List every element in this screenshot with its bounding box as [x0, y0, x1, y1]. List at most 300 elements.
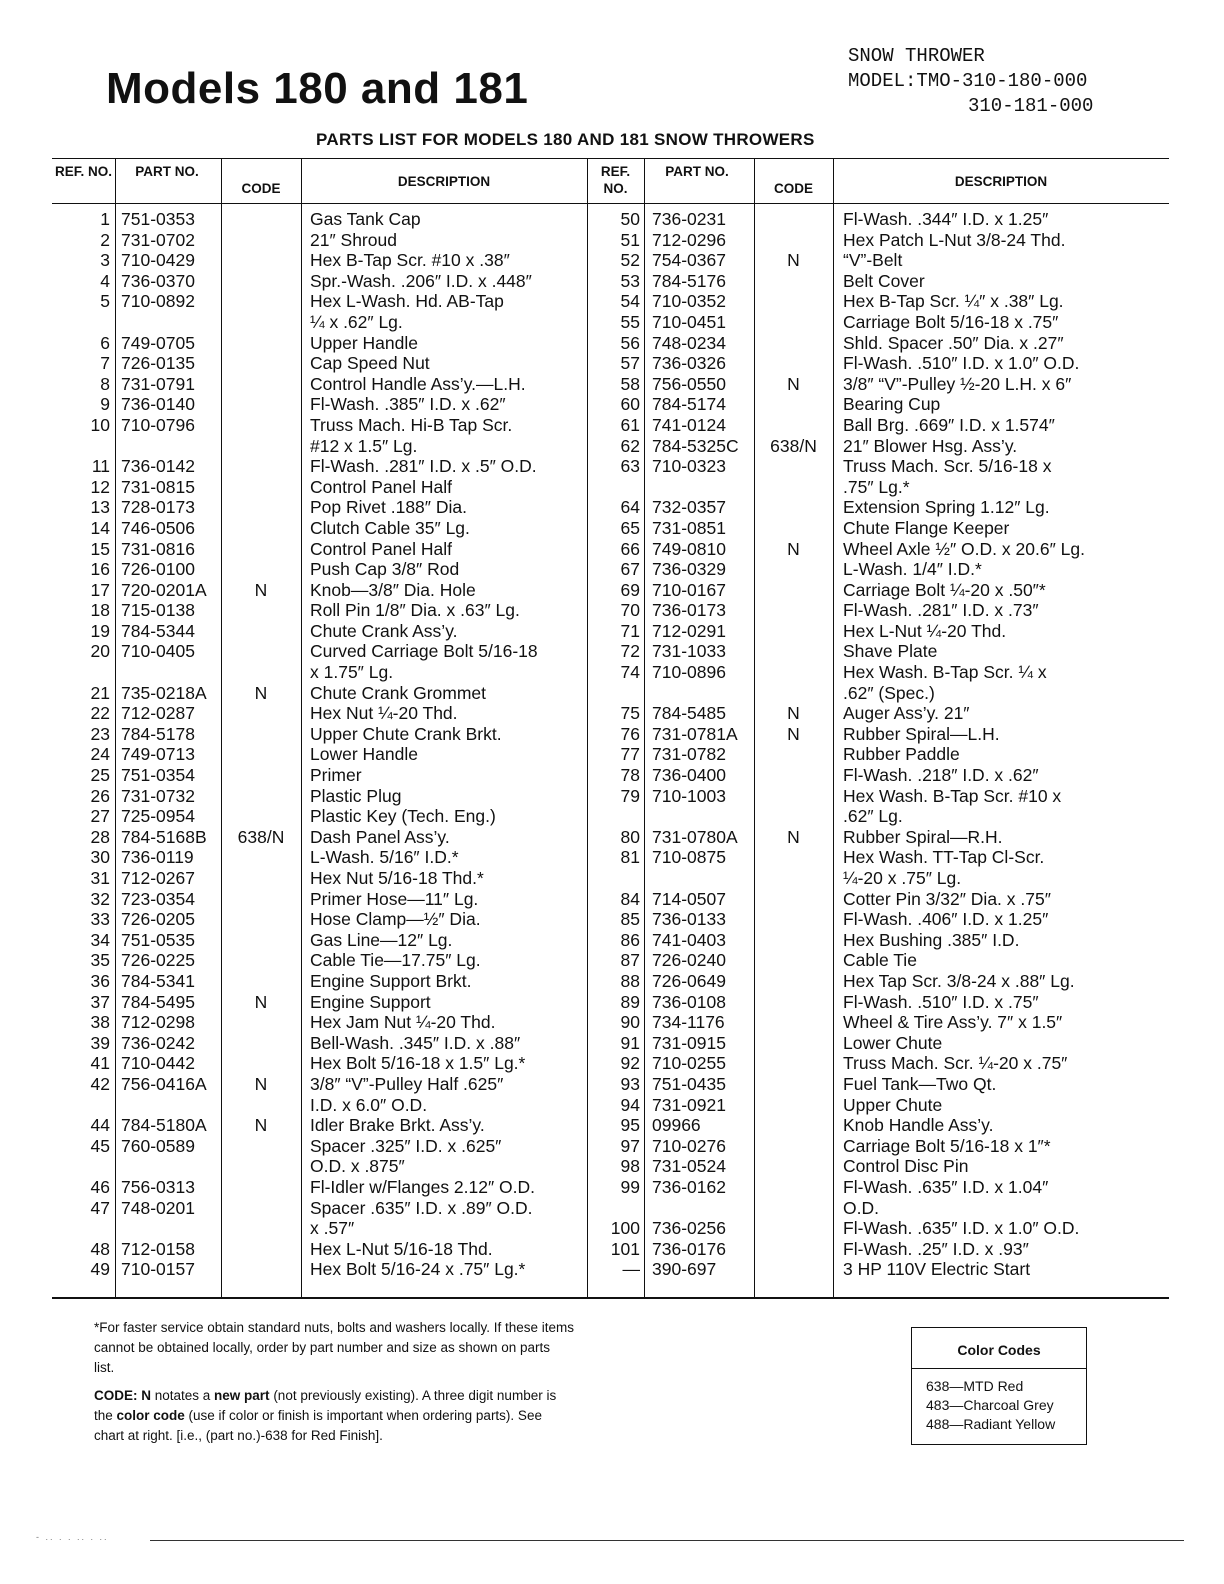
ref-number: 36 [90, 970, 110, 991]
part-code: N [254, 682, 268, 703]
part-description: Ball Brg. .669″ I.D. x 1.574″ [843, 414, 1055, 435]
part-description: x .57″ [310, 1218, 355, 1239]
right-parts-list [588, 209, 1168, 1280]
part-description: Push Cap 3/8″ Rod [310, 559, 460, 580]
part-number: 784-5485 [652, 703, 726, 724]
table-row [52, 703, 587, 724]
part-number: 726-0240 [652, 950, 726, 971]
part-number: 748-0201 [121, 1197, 195, 1218]
table-row [52, 992, 587, 1013]
table-row [588, 333, 1168, 354]
part-description: Curved Carriage Bolt 5/16-18 [310, 641, 538, 662]
table-row [588, 1198, 1168, 1219]
part-description: Rubber Spiral—R.H. [843, 826, 1003, 847]
ref-number: 39 [90, 1032, 110, 1053]
ref-number: 74 [620, 662, 640, 683]
table-row [588, 683, 1168, 704]
part-description: Primer Hose—11″ Lg. [310, 888, 479, 909]
table-row [588, 641, 1168, 662]
part-number: 712-0296 [652, 229, 726, 250]
table-row [52, 641, 587, 662]
ref-number: 100 [610, 1218, 640, 1239]
code-text-3: (use if color or finish is important when ordering parts). See chart at right. [i.e., (part no.)-638 for Red Finish]. [94, 1408, 542, 1443]
part-description: .62″ (Spec.) [843, 682, 935, 703]
ref-number: 79 [620, 785, 640, 806]
part-number: 736-0326 [652, 353, 726, 374]
ref-number: 6 [100, 332, 110, 353]
part-number: 728-0173 [121, 497, 195, 518]
ref-number: 64 [620, 497, 640, 518]
ref-number: 27 [90, 806, 110, 827]
part-description: Chute Crank Grommet [310, 682, 487, 703]
part-description: Gas Tank Cap [310, 209, 421, 229]
part-number: 710-0255 [652, 1053, 726, 1074]
part-number: 784-5180A [121, 1115, 207, 1136]
part-description: Hex Jam Nut ¼-20 Thd. [310, 1012, 496, 1033]
ref-number: 88 [620, 970, 640, 991]
part-description: Fl-Wash. .344″ I.D. x 1.25″ [843, 209, 1049, 229]
part-number: 710-0796 [121, 414, 195, 435]
part-description: #12 x 1.5″ Lg. [310, 435, 418, 456]
table-row [52, 971, 587, 992]
part-description: Cotter Pin 3/32″ Dia. x .75″ [843, 888, 1051, 909]
ref-number: 86 [620, 929, 640, 950]
table-row [588, 436, 1168, 457]
ref-number: 97 [620, 1135, 640, 1156]
part-description: Hex Nut 5/16-18 Thd.* [310, 868, 484, 888]
part-description: Chute Flange Keeper [843, 517, 1010, 538]
ref-number: 7 [100, 353, 110, 374]
table-row [52, 1177, 587, 1198]
part-description: Bell-Wash. .345″ I.D. x .88″ [310, 1032, 521, 1053]
part-description: Lower Chute [843, 1032, 943, 1053]
part-number: 712-0291 [652, 620, 726, 641]
part-description: L-Wash. 1/4″ I.D.* [843, 559, 982, 580]
table-row [588, 580, 1168, 601]
table-row [588, 539, 1168, 560]
part-number: 731-0921 [652, 1094, 726, 1115]
part-number: 736-0162 [652, 1176, 726, 1197]
header-desc-right: DESCRIPTION [954, 174, 1048, 189]
ref-number: 70 [620, 600, 640, 621]
part-description: Roll Pin 1/8″ Dia. x .63″ Lg. [310, 600, 520, 621]
part-description: Hex Bushing .385″ I.D. [843, 929, 1020, 950]
part-number: 726-0225 [121, 950, 195, 971]
part-description: Engine Support Brkt. [310, 970, 472, 991]
part-number: 736-0133 [652, 909, 726, 930]
part-description: “V”-Belt [843, 250, 903, 271]
table-row [52, 1033, 587, 1054]
part-description: Fl-Wash. .281″ I.D. x .73″ [843, 600, 1039, 621]
ref-number: 2 [100, 229, 110, 250]
table-row [52, 930, 587, 951]
table-row [588, 1259, 1168, 1280]
part-number: 725-0954 [121, 806, 195, 827]
part-description: Dash Panel Ass’y. [310, 826, 450, 847]
ref-number: 93 [620, 1073, 640, 1094]
part-number: 784-5495 [121, 991, 195, 1012]
part-description: Control Panel Half [310, 476, 453, 497]
part-number: 736-0242 [121, 1032, 195, 1053]
part-description: 21″ Blower Hsg. Ass’y. [843, 435, 1018, 456]
ref-number: 30 [90, 847, 110, 868]
table-row [588, 868, 1168, 889]
ref-number: 62 [620, 435, 640, 456]
part-number: 736-0140 [121, 394, 195, 415]
ref-number: 42 [90, 1073, 110, 1094]
ref-number: 66 [620, 538, 640, 559]
part-number: 751-0353 [121, 209, 195, 229]
table-row [52, 456, 587, 477]
table-row [588, 1239, 1168, 1260]
part-code: N [787, 826, 800, 847]
part-description: Auger Ass’y. 21″ [843, 703, 970, 724]
part-code: N [254, 1073, 268, 1094]
part-description: Spr.-Wash. .206″ I.D. x .448″ [310, 270, 532, 291]
table-row [588, 1053, 1168, 1074]
part-description: O.D. x .875″ [310, 1156, 405, 1177]
table-row [588, 600, 1168, 621]
part-number: 751-0435 [652, 1073, 726, 1094]
part-number: 731-0780A [652, 826, 738, 847]
table-row [52, 1012, 587, 1033]
table-row [588, 230, 1168, 251]
part-number: 723-0354 [121, 888, 195, 909]
part-number: 726-0205 [121, 909, 195, 930]
table-row [588, 621, 1168, 642]
ref-number: 24 [90, 744, 110, 765]
table-row [588, 559, 1168, 580]
code-label: CODE: N [94, 1388, 151, 1403]
table-row [52, 497, 587, 518]
table-row [52, 1095, 587, 1116]
table-row [52, 250, 587, 271]
ref-number: 58 [620, 373, 640, 394]
ref-number: 53 [620, 270, 640, 291]
table-row [52, 271, 587, 292]
table-row [52, 1136, 587, 1157]
part-description: Chute Crank Ass’y. [310, 620, 458, 641]
page-title: Models 180 and 181 [106, 64, 529, 113]
part-description: Fuel Tank—Two Qt. [843, 1073, 997, 1094]
table-row [588, 1156, 1168, 1177]
part-description: Primer [310, 765, 362, 786]
part-description: Truss Mach. Scr. 5/16-18 x [843, 456, 1052, 477]
ref-number: 8 [100, 373, 110, 394]
part-description: 3 HP 110V Electric Start [843, 1259, 1031, 1280]
ref-number: 15 [90, 538, 110, 559]
ref-number: 12 [90, 476, 110, 497]
part-number: 736-0119 [121, 847, 194, 868]
part-description: Hex Bolt 5/16-18 x 1.5″ Lg.* [310, 1053, 526, 1074]
part-description: Rubber Spiral—L.H. [843, 723, 1000, 744]
part-number: 726-0100 [121, 559, 195, 580]
table-row [52, 600, 587, 621]
ref-number: 56 [620, 332, 640, 353]
part-number: 731-0702 [121, 229, 195, 250]
part-description: Hex Bolt 5/16-24 x .75″ Lg.* [310, 1259, 526, 1280]
table-row [588, 291, 1168, 312]
part-code: N [787, 723, 800, 744]
table-row [588, 1136, 1168, 1157]
ref-number: 65 [620, 517, 640, 538]
part-description: Fl-Wash. .635″ I.D. x 1.04″ [843, 1176, 1049, 1197]
table-row [588, 806, 1168, 827]
part-number: 710-0892 [121, 291, 195, 312]
table-row [52, 477, 587, 498]
table-row [52, 1074, 587, 1095]
ref-number: 19 [90, 620, 110, 641]
code-note [94, 1386, 574, 1446]
part-code: N [254, 991, 268, 1012]
part-number: 784-5344 [121, 620, 195, 641]
part-code: 638/N [237, 826, 285, 847]
table-row [588, 415, 1168, 436]
table-row [52, 394, 587, 415]
part-description: Carriage Bolt 5/16-18 x 1″* [843, 1135, 1051, 1156]
color-codes-title: Color Codes [912, 1328, 1086, 1369]
part-description: Spacer .325″ I.D. x .625″ [310, 1135, 502, 1156]
ref-number: 57 [620, 353, 640, 374]
header-desc-left: DESCRIPTION [397, 174, 491, 189]
ref-number: 31 [90, 868, 110, 888]
part-description: I.D. x 6.0″ O.D. [310, 1094, 428, 1115]
table-row [588, 1218, 1168, 1239]
ref-number: 44 [90, 1115, 110, 1136]
part-number: 749-0810 [652, 538, 726, 559]
part-number: 731-0781A [652, 723, 738, 744]
ref-number: 84 [620, 888, 640, 909]
part-number: 09966 [652, 1115, 701, 1136]
table-row [588, 992, 1168, 1013]
part-number: 751-0535 [121, 929, 195, 950]
table-row [588, 312, 1168, 333]
table-row [52, 1198, 587, 1219]
ref-number: 16 [90, 559, 110, 580]
part-description: Cable Tie—17.75″ Lg. [310, 950, 481, 971]
part-description: Upper Chute [843, 1094, 943, 1115]
part-description: Lower Handle [310, 744, 418, 765]
color-code-item: 488—Radiant Yellow [926, 1416, 1056, 1432]
table-row [52, 353, 587, 374]
ref-number: 13 [90, 497, 110, 518]
table-row [588, 971, 1168, 992]
parts-list-subtitle: PARTS LIST FOR MODELS 180 AND 181 SNOW THROWERS [316, 130, 815, 149]
part-description: ¼ x .62″ Lg. [310, 311, 403, 332]
part-description: Fl-Wash. .406″ I.D. x 1.25″ [843, 909, 1049, 930]
part-number: 736-0400 [652, 765, 726, 786]
table-row [52, 1053, 587, 1074]
part-description: Upper Chute Crank Brkt. [310, 723, 502, 744]
part-number: 726-0649 [652, 970, 726, 991]
ref-number: 11 [91, 456, 110, 477]
part-description: Gas Line—12″ Lg. [310, 929, 453, 950]
ref-number: 91 [620, 1032, 640, 1053]
table-row [52, 1259, 587, 1280]
code-text-1: notates a [151, 1388, 215, 1403]
table-row [588, 394, 1168, 415]
table-row [52, 580, 587, 601]
part-description: Wheel & Tire Ass’y. 7″ x 1.5″ [843, 1012, 1063, 1033]
table-row [52, 683, 587, 704]
part-number: 710-0451 [652, 311, 726, 332]
part-number: 736-0231 [652, 209, 726, 229]
ref-number: 46 [90, 1176, 110, 1197]
part-number: 731-1033 [652, 641, 726, 662]
table-row [52, 559, 587, 580]
table-row [52, 539, 587, 560]
header-ref-left: REF. NO. [54, 164, 112, 179]
table-row [52, 1115, 587, 1136]
table-row [52, 333, 587, 354]
color-code-item: 638—MTD Red [926, 1378, 1024, 1394]
header-code-left: CODE [241, 181, 281, 196]
part-description: Hose Clamp—½″ Dia. [310, 909, 481, 930]
part-number: 754-0367 [652, 250, 726, 271]
table-row [588, 827, 1168, 848]
ref-number: 76 [620, 723, 640, 744]
header-part-right: PART NO. [665, 164, 729, 179]
part-description: Wheel Axle ½″ O.D. x 20.6″ Lg. [843, 538, 1085, 559]
part-number: 735-0218A [121, 682, 207, 703]
part-description: Cable Tie [843, 950, 917, 971]
table-row [588, 1177, 1168, 1198]
ref-number: 3 [100, 250, 110, 271]
ref-number: 85 [620, 909, 640, 930]
table-row [588, 209, 1168, 230]
part-number: 710-0157 [121, 1259, 195, 1280]
table-row [588, 786, 1168, 807]
part-description: Hex L-Wash. Hd. AB-Tap [310, 291, 504, 312]
table-row [588, 744, 1168, 765]
part-description: ¼-20 x .75″ Lg. [843, 868, 962, 888]
part-description: Engine Support [310, 991, 431, 1012]
part-number: 710-0276 [652, 1135, 726, 1156]
part-description: Fl-Wash. .510″ I.D. x .75″ [843, 991, 1039, 1012]
part-description: Shld. Spacer .50″ Dia. x .27″ [843, 332, 1064, 353]
part-number: 749-0713 [121, 744, 195, 765]
ref-number: 23 [90, 723, 110, 744]
table-row [588, 250, 1168, 271]
table-row [588, 1012, 1168, 1033]
part-number: 748-0234 [652, 332, 726, 353]
fastener-note: *For faster service obtain standard nuts, bolts and washers locally. If these items cannot be obtained locally, order by part number and size as shown on parts list. [94, 1320, 574, 1375]
part-description: 3/8″ “V”-Pulley Half .625″ [310, 1073, 504, 1094]
color-code-item: 483—Charcoal Grey [926, 1397, 1054, 1413]
table-row [52, 415, 587, 436]
part-description: Hex Wash. TT-Tap Cl-Scr. [843, 847, 1045, 868]
part-number: 731-0791 [121, 373, 195, 394]
part-number: 726-0135 [121, 353, 195, 374]
part-number: 746-0506 [121, 517, 195, 538]
part-description: Cap Speed Nut [310, 353, 430, 374]
table-row [52, 662, 587, 683]
part-number: 731-0524 [652, 1156, 726, 1177]
part-number: 741-0403 [652, 929, 726, 950]
part-description: Extension Spring 1.12″ Lg. [843, 497, 1050, 518]
part-number: 731-0915 [652, 1032, 726, 1053]
header-code-right: CODE [773, 181, 813, 196]
ref-number: 33 [90, 909, 110, 930]
ref-number: 18 [90, 600, 110, 621]
part-number: 756-0313 [121, 1176, 195, 1197]
header-ref-right: REF. NO. [600, 164, 631, 196]
part-code: N [787, 373, 800, 394]
ref-number: 20 [90, 641, 110, 662]
part-number: 712-0158 [121, 1238, 195, 1259]
table-row [588, 271, 1168, 292]
part-description: Carriage Bolt ¼-20 x .50″* [843, 579, 1046, 600]
table-row [588, 889, 1168, 910]
part-code: N [787, 250, 800, 271]
part-number: 736-0329 [652, 559, 726, 580]
color-codes-box [911, 1327, 1087, 1445]
ref-number: 99 [620, 1176, 640, 1197]
part-description: Idler Brake Brkt. Ass’y. [310, 1115, 485, 1136]
part-number: 731-0815 [121, 476, 195, 497]
part-description: Belt Cover [843, 270, 925, 291]
part-number: 715-0138 [121, 600, 195, 621]
ref-number: 81 [620, 847, 640, 868]
table-row [52, 950, 587, 971]
model-line-1: SNOW THROWER [848, 45, 985, 67]
part-description: Fl-Wash. .281″ I.D. x .5″ O.D. [310, 456, 537, 477]
part-code: N [787, 538, 800, 559]
table-row [588, 703, 1168, 724]
part-number: 756-0416A [121, 1073, 207, 1094]
ref-number: 63 [620, 456, 640, 477]
color-codes-list [912, 1369, 1086, 1434]
table-row [52, 909, 587, 930]
ref-number: 14 [90, 517, 110, 538]
part-number: 710-0352 [652, 291, 726, 312]
table-row [588, 847, 1168, 868]
left-parts-list [52, 209, 587, 1280]
part-description: Knob—3/8″ Dia. Hole [310, 579, 476, 600]
part-number: 732-0357 [652, 497, 726, 518]
table-row [52, 436, 587, 457]
table-row [52, 786, 587, 807]
table-row [52, 1218, 587, 1239]
header-divider [52, 203, 1169, 204]
table-row [52, 209, 587, 230]
ref-number: 95 [620, 1115, 640, 1136]
ref-number: 45 [90, 1135, 110, 1156]
table-row [52, 1156, 587, 1177]
ref-number: 92 [620, 1053, 640, 1074]
table-row [588, 456, 1168, 477]
ref-number: 41 [90, 1053, 110, 1074]
table-row [52, 1239, 587, 1260]
ref-number: 37 [90, 991, 110, 1012]
part-description: Clutch Cable 35″ Lg. [310, 517, 470, 538]
part-number: 784-5176 [652, 270, 726, 291]
part-description: 3/8″ “V”-Pulley ½-20 L.H. x 6″ [843, 373, 1072, 394]
part-number: 731-0851 [652, 517, 726, 538]
ref-number: 80 [620, 826, 640, 847]
part-description: Spacer .635″ I.D. x .89″ O.D. [310, 1197, 533, 1218]
part-number: 710-0405 [121, 641, 195, 662]
part-description: L-Wash. 5/16″ I.D.* [310, 847, 459, 868]
model-stamp [848, 44, 1093, 119]
part-number: 731-0782 [652, 744, 726, 765]
table-row [52, 291, 587, 312]
part-number: 736-0256 [652, 1218, 726, 1239]
ref-number: 77 [620, 744, 640, 765]
part-description: Fl-Wash. .510″ I.D. x 1.0″ O.D. [843, 353, 1080, 374]
model-line-3: 310-181-000 [968, 95, 1094, 117]
part-description: Fl-Wash. .218″ I.D. x .62″ [843, 765, 1039, 786]
